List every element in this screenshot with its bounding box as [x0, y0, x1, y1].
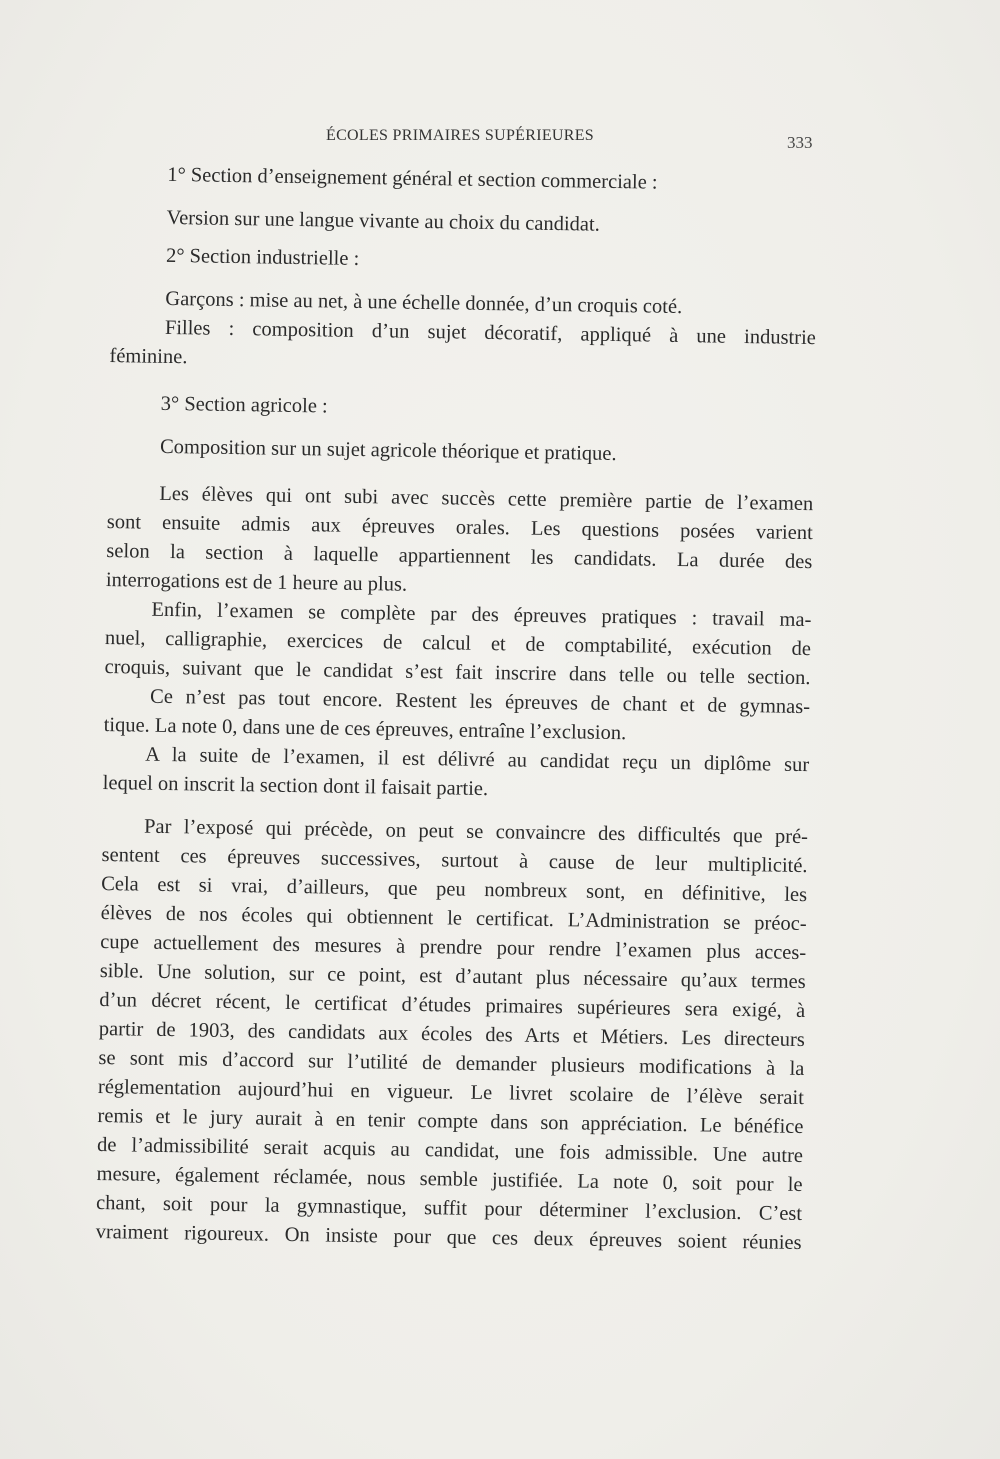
- industrial-girls: Filles : composition d’un sujet décoratif, appliqué à une industrie: [164, 316, 816, 350]
- paragraph-line: Enfin, l’examen se complète par des épreuves pratiques : travail ma-: [151, 598, 812, 632]
- paragraph-line: croquis, suivant que le candidat s’est fait inscrire dans telle ou telle section.: [104, 656, 811, 690]
- page-number: 333: [787, 133, 813, 152]
- industrial-girls-cont: féminine.: [109, 345, 188, 369]
- paragraph-line: chant, soit pour la gymnastique, suffit pour déterminer l’exclusion. C’est: [95, 1191, 803, 1226]
- paragraph-line: partir de 1903, des candidats aux écoles des Arts et Métiers. Les directeurs: [98, 1017, 805, 1052]
- paragraph-line: se sont mis d’accord sur l’utilité de demander plusieurs modifications à la: [98, 1046, 805, 1081]
- paragraph-line: Les élèves qui ont subi avec succès cette première partie de l’examen: [159, 482, 814, 516]
- section-heading-industrial: 2° Section industrielle :: [165, 244, 360, 270]
- paragraph-line: réglementation aujourd’hui en vigueur. Le livret scolaire de l’élève serait: [97, 1075, 805, 1110]
- paragraph-line: remis et le jury aurait à en tenir compte dans son appréciation. Le bénéfice: [97, 1104, 804, 1139]
- page-header: [0, 123, 1000, 153]
- paragraph-line: Ce n’est pas tout encore. Restent les épreuves de chant et de gymnas-: [149, 685, 811, 719]
- paragraph-line: lequel on inscrit la section dont il faisait partie.: [102, 771, 489, 801]
- agricultural-exercise: Composition sur un sujet agricole théorique et pratique.: [159, 435, 617, 466]
- paragraph-line: sible. Une solution, sur ce point, est d’autant plus nécessaire qu’aux termes: [99, 959, 806, 994]
- paragraph-line: de l’admissibilité serait acquis au candidat, une fois admissible. Une autre: [96, 1133, 804, 1168]
- paragraph-line: sont ensuite admis aux épreuves orales. Les questions posées varient: [106, 511, 813, 545]
- section-heading-general: 1° Section d’enseignement général et section commerciale :: [167, 163, 658, 194]
- paragraph-line: mesure, également réclamée, nous semble justifiée. La note 0, soit pour le: [96, 1162, 803, 1197]
- running-head: ÉCOLES PRIMAIRES SUPÉRIEURES: [326, 127, 594, 144]
- paragraph-line: d’un décret récent, le certificat d’études primaires supérieures sera exigé, à: [99, 988, 806, 1023]
- section-general-exercise: Version sur une langue vivante au choix du candidat.: [166, 206, 600, 236]
- paragraph-line: nuel, calligraphie, exercices de calcul et de comptabilité, exécution de: [104, 627, 812, 661]
- body-text: [95, 160, 818, 1258]
- paragraph-line: sentent ces épreuves successives, surtout à cause de leur multiplicité.: [101, 843, 808, 878]
- section-heading-agricultural: 3° Section agricole :: [160, 392, 328, 418]
- paragraph-line: A la suite de l’examen, il est délivré au candidat reçu un diplôme sur: [145, 743, 810, 777]
- paragraph-line: selon la section à laquelle appartiennent les candidats. La durée des: [106, 540, 813, 574]
- paragraph-line: interrogations est de 1 heure au plus.: [105, 569, 408, 596]
- paragraph-line: Cela est si vrai, d’ailleurs, que peu nombreux sont, en définitive, les: [100, 872, 808, 907]
- paragraph-line: tique. La note 0, dans une de ces épreuves, entraîne l’exclusion.: [103, 713, 627, 745]
- paragraph-line: vraiment rigoureux. On insiste pour que ces deux épreuves soient réunies: [95, 1220, 802, 1255]
- industrial-boys: Garçons : mise au net, à une échelle donnée, d’un croquis coté.: [165, 287, 683, 319]
- paragraph-line: cupe actuellement des mesures à prendre pour rendre l’examen plus acces-: [100, 930, 807, 965]
- paragraph-line: élèves de nos écoles qui obtiennent le certificat. L’Administration se préoc-: [100, 901, 807, 936]
- paragraph-line: Par l’exposé qui précède, on peut se convaincre des difficultés que pré-: [143, 815, 809, 849]
